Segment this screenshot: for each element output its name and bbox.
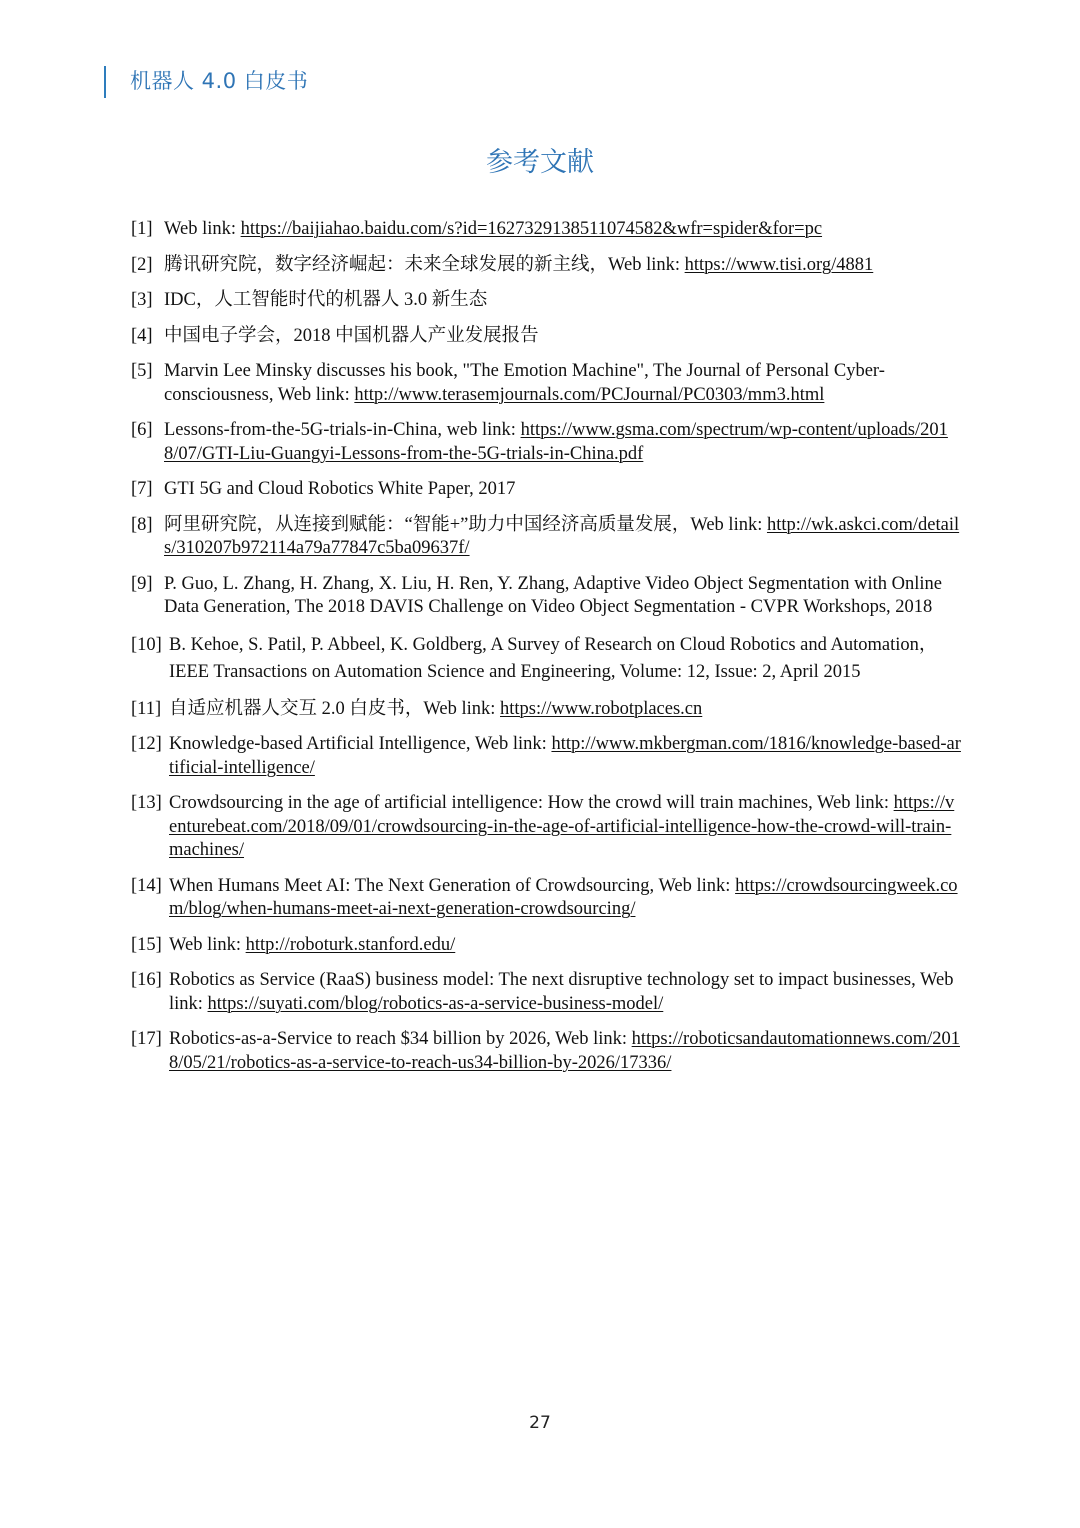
reference-number: [14] bbox=[131, 875, 162, 896]
reference-text: When Humans Meet AI: The Next Generation of Crowdsourcing, Web link: bbox=[169, 875, 736, 896]
reference-item bbox=[131, 733, 961, 780]
reference-link[interactable]: https://roboticsandautomationnews.com/2018/05/21/robotics-as-a-service-to-reach-us34-billion-by-2026/17336/ bbox=[169, 1029, 960, 1073]
reference-number: [15] bbox=[131, 934, 162, 955]
reference-body bbox=[131, 325, 961, 349]
running-header bbox=[104, 66, 308, 98]
reference-body bbox=[131, 573, 961, 620]
page-title: 参考文献 bbox=[486, 147, 594, 178]
reference-link[interactable]: https://baijiahao.baidu.com/s?id=1627329138511074582&wfr=spider&for=pc bbox=[240, 219, 823, 239]
reference-body bbox=[131, 632, 961, 686]
reference-text: Knowledge-based Artificial Intelligence, Web link: bbox=[169, 734, 552, 754]
reference-link[interactable]: https://www.tisi.org/4881 bbox=[684, 254, 874, 275]
reference-number: [11] bbox=[131, 698, 162, 719]
reference-item bbox=[131, 934, 961, 958]
reference-item bbox=[131, 632, 961, 686]
reference-number: [9] bbox=[131, 573, 153, 594]
reference-item bbox=[131, 875, 961, 922]
reference-text: B. Kehoe, S. Patil, P. Abbeel, K. Goldberg, A Survey of Research on Cloud Robotics and Automation，IEEE Transactions on Automation Science and Engineering, Volume: 12, Issue: 2, April 2015 bbox=[169, 634, 938, 682]
reference-body bbox=[131, 934, 961, 958]
reference-text: 自适应机器人交互 2.0 白皮书，Web link: bbox=[169, 698, 500, 719]
reference-body bbox=[131, 969, 961, 1016]
reference-body bbox=[131, 514, 961, 561]
reference-number: [5] bbox=[131, 361, 153, 381]
reference-number: [13] bbox=[131, 793, 162, 813]
reference-link[interactable]: http://www.mkbergman.com/1816/knowledge-based-artificial-intelligence/ bbox=[169, 734, 961, 778]
reference-text: 腾讯研究院，数字经济崛起：未来全球发展的新主线，Web link: bbox=[164, 254, 685, 275]
reference-item bbox=[131, 969, 961, 1016]
reference-link[interactable]: http://roboturk.stanford.edu/ bbox=[245, 934, 456, 955]
reference-item bbox=[131, 698, 961, 722]
reference-link[interactable]: https://www.gsma.com/spectrum/wp-content/uploads/2018/07/GTI-Liu-Guangyi-Lessons-from-the-5G-trials-in-China.pdf bbox=[164, 420, 948, 464]
reference-body bbox=[131, 478, 961, 502]
reference-body bbox=[131, 419, 961, 466]
reference-number: [4] bbox=[131, 325, 153, 346]
reference-item bbox=[131, 218, 961, 242]
reference-link[interactable]: https://suyati.com/blog/robotics-as-a-service-business-model/ bbox=[207, 993, 664, 1014]
reference-item bbox=[131, 573, 961, 620]
reference-body bbox=[131, 254, 961, 278]
reference-text: Marvin Lee Minsky discusses his book, "The Emotion Machine", The Journal of Personal Cyber-consciousness, Web link: bbox=[164, 361, 885, 405]
reference-body bbox=[131, 360, 961, 407]
reference-item bbox=[131, 289, 961, 313]
header-title: 机器人 4.0 白皮书 bbox=[130, 69, 309, 93]
reference-item bbox=[131, 1028, 961, 1075]
reference-text: Web link: bbox=[164, 219, 241, 239]
reference-body bbox=[131, 792, 961, 863]
reference-link[interactable]: http://www.terasemjournals.com/PCJournal/PC0303/mm3.html bbox=[354, 384, 825, 405]
reference-list bbox=[131, 218, 961, 1087]
reference-text: Web link: bbox=[169, 934, 246, 955]
reference-number: [3] bbox=[131, 290, 153, 310]
reference-body bbox=[131, 698, 961, 722]
reference-text: IDC，人工智能时代的机器人 3.0 新生态 bbox=[164, 290, 488, 310]
reference-item bbox=[131, 254, 961, 278]
reference-number: [7] bbox=[131, 479, 153, 499]
reference-link[interactable]: https://crowdsourcingweek.com/blog/when-humans-meet-ai-next-generation-crowdsourcing/ bbox=[169, 875, 958, 919]
reference-number: [8] bbox=[131, 514, 153, 535]
reference-item bbox=[131, 514, 961, 561]
reference-body bbox=[131, 218, 961, 242]
reference-number: [1] bbox=[131, 219, 153, 239]
reference-number: [17] bbox=[131, 1029, 162, 1049]
reference-body bbox=[131, 1028, 961, 1075]
reference-body bbox=[131, 289, 961, 313]
reference-item bbox=[131, 419, 961, 466]
reference-text: 中国电子学会，2018 中国机器人产业发展报告 bbox=[164, 325, 539, 346]
reference-text: GTI 5G and Cloud Robotics White Paper, 2017 bbox=[164, 479, 516, 499]
reference-text: P. Guo, L. Zhang, H. Zhang, X. Liu, H. Ren, Y. Zhang, Adaptive Video Object Segmentation with Online Data Generation, The 2018 DAVIS Challenge on Video Object Segmentation - CVPR Workshops, 2018 bbox=[164, 573, 943, 617]
reference-number: [6] bbox=[131, 420, 153, 440]
reference-item bbox=[131, 325, 961, 349]
reference-link[interactable]: https://venturebeat.com/2018/09/01/crowdsourcing-in-the-age-of-artificial-intelligence-how-the-crowd-will-train-machines/ bbox=[169, 793, 955, 860]
reference-text: Robotics-as-a-Service to reach $34 billion by 2026, Web link: bbox=[169, 1029, 632, 1049]
reference-link[interactable]: https://www.robotplaces.cn bbox=[500, 698, 703, 719]
reference-body bbox=[131, 733, 961, 780]
reference-text: Robotics as Service (RaaS) business model: The next disruptive technology set to impact businesses, Web link: bbox=[169, 970, 954, 1014]
reference-number: [2] bbox=[131, 254, 153, 275]
reference-number: [16] bbox=[131, 970, 162, 990]
reference-text: 阿里研究院，从连接到赋能：“智能+”助力中国经济高质量发展，Web link: bbox=[164, 514, 767, 535]
reference-body bbox=[131, 875, 961, 922]
reference-number: [10] bbox=[131, 634, 162, 655]
reference-item bbox=[131, 792, 961, 863]
reference-text: Lessons-from-the-5G-trials-in-China, web link: bbox=[164, 420, 521, 440]
reference-item bbox=[131, 360, 961, 407]
reference-link[interactable]: http://wk.askci.com/details/310207b972114a79a77847c5ba09637f/ bbox=[164, 514, 960, 558]
page-number: 27 bbox=[529, 1413, 551, 1433]
reference-item bbox=[131, 478, 961, 502]
reference-text: Crowdsourcing in the age of artificial intelligence: How the crowd will train machines, Web link: bbox=[169, 793, 894, 813]
reference-number: [12] bbox=[131, 734, 162, 754]
